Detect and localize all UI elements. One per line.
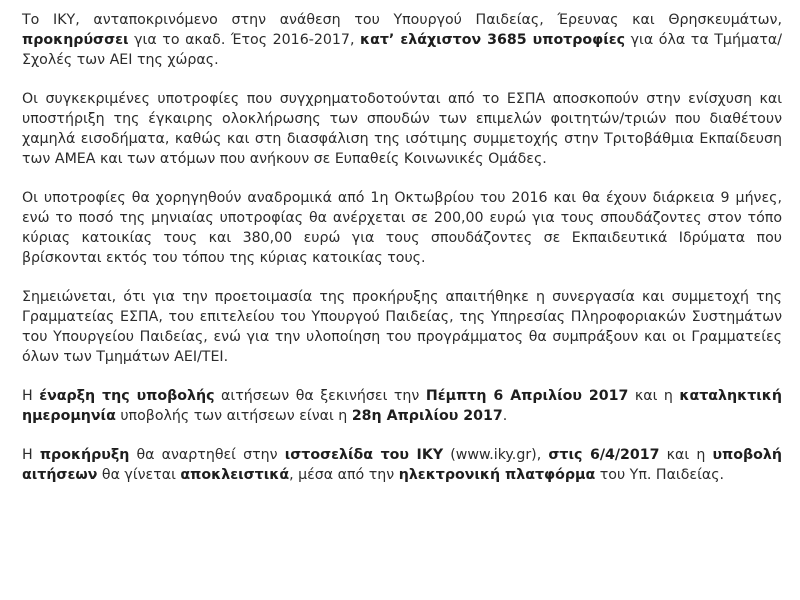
text-run: Σημειώνεται, ότι για την προετοιμασία της προκήρυξης απαιτήθηκε η συνεργασία και συμμετοχή της Γραμματείας ΕΣΠΑ, του επιτελείου του Υπουργού Παιδείας, της Υπηρεσίας Πληροφοριακών Συστημάτων του Υπουργείου Παιδείας, ενώ για την υλοποίηση του προγράμματος θα συμπράξουν και οι Γραμματείες όλων των Τμημάτων ΑΕΙ/ΤΕΙ. [22, 289, 782, 365]
paragraph-purpose [22, 89, 782, 169]
text-run: Η [22, 447, 40, 463]
bold-text-start-date: Πέμπτη 6 Απριλίου 2017 [425, 388, 629, 404]
text-run: , μέσα από την [289, 467, 399, 483]
bold-text-scholarship-count: κατ’ ελάχιστον 3685 υποτροφίες [360, 32, 626, 48]
paragraph-amounts [22, 188, 782, 268]
bold-text-platform: ηλεκτρονική πλατφόρμα [398, 467, 596, 483]
text-run: Οι υποτροφίες θα χορηγηθούν αναδρομικά από 1η Οκτωβρίου του 2016 και θα έχουν διάρκεια 9 μήνες, ενώ το ποσό της μηνιαίας υποτροφίας θα ανέρχεται σε 200,00 ευρώ για τους σπουδάζοντες στον τόπο κύριας κατοικίας τους και 380,00 ευρώ για τους σπουδάζοντες σε Εκπαιδευτικά Ιδρύματα που βρίσκονται εκτός του τόπου της κύριας κατοικίας τους. [22, 190, 782, 266]
bold-text-deadline: καταληκτική ημερομηνία [22, 388, 782, 424]
bold-text-exclusively: αποκλειστικά [180, 467, 290, 483]
bold-text-announces: προκηρύσσει [22, 32, 129, 48]
bold-text-post-date: στις 6/4/2017 [548, 447, 660, 463]
text-run: και η [659, 447, 713, 463]
text-run: για όλα τα Τμήματα/Σχολές των ΑΕΙ της χώρας. [22, 32, 782, 68]
text-run: Οι συγκεκριμένες υποτροφίες που συγχρηματοδοτούνται από το ΕΣΠΑ αποσκοπούν στην ενίσχυση και υποστήριξη της έγκαιρης ολοκλήρωσης των σπουδών των επιμελών φοιτητών/τριών που διαθέτουν χαμηλά εισοδήματα, καθώς και στη διασφάλιση της ισότιμης συμμετοχής στην Τριτοβάθμια Εκπαίδευση των ΑΜΕΑ και των ατόμων που ανήκουν σε Ευπαθείς Κοινωνικές Ομάδες. [22, 91, 782, 167]
text-run: αιτήσεων θα ξεκινήσει την [214, 388, 426, 404]
text-run: Το ΙΚΥ, ανταποκρινόμενο στην ανάθεση του Υπουργού Παιδείας, Έρευνας και Θρησκευμάτων, [22, 12, 782, 28]
bold-text-call: προκήρυξη [39, 447, 130, 463]
text-run: Η [22, 388, 40, 404]
paragraph-cooperation [22, 287, 782, 367]
text-run: θα γίνεται [97, 467, 181, 483]
bold-text-deadline-date: 28η Απριλίου 2017 [351, 408, 503, 424]
paragraph-submission [22, 445, 782, 485]
text-run: για το ακαδ. Έτος 2016-2017, [128, 32, 361, 48]
bold-text-submission: υποβολή αιτήσεων [22, 447, 782, 483]
text-run: υποβολής των αιτήσεων είναι η [115, 408, 352, 424]
text-run: θα αναρτηθεί στην [129, 447, 285, 463]
text-run: του Υπ. Παιδείας. [595, 467, 725, 483]
paragraph-dates [22, 386, 782, 426]
bold-text-start: έναρξη της υποβολής [39, 388, 215, 404]
paragraph-announcement [22, 10, 782, 70]
bold-text-website: ιστοσελίδα του ΙΚΥ [284, 447, 444, 463]
text-run: . [502, 408, 508, 424]
text-run: (www.iky.gr), [443, 447, 549, 463]
text-run: και η [628, 388, 680, 404]
